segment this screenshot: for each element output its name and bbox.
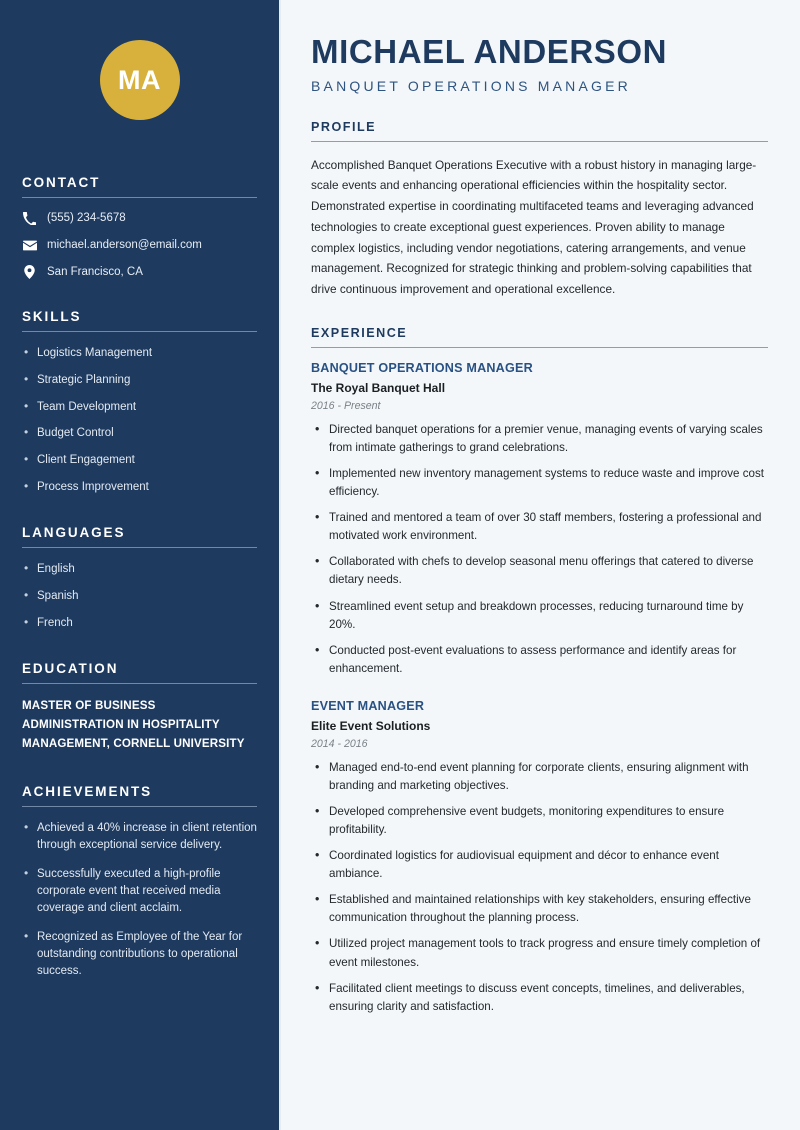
list-item: • Successfully executed a high-profile corporate event that received media coverage and client acclaim. — [22, 866, 257, 917]
experience-heading: EXPERIENCE — [311, 325, 408, 340]
achievements-section — [22, 784, 257, 980]
experience-job-title: EVENT MANAGER — [311, 698, 425, 713]
list-item: • Facilitated client meetings to discuss event concepts, timelines, and deliverables, ensuring clarity and satisfaction. — [311, 980, 768, 1016]
list-item: • French — [22, 615, 257, 631]
list-item: • Budget Control — [22, 425, 257, 441]
list-item: • Recognized as Employee of the Year for outstanding contributions to operational success. — [22, 929, 257, 980]
experience-entry — [311, 361, 768, 678]
profile-divider — [311, 141, 768, 142]
list-item: • Utilized project management tools to track progress and ensure timely completion of event milestones. — [311, 935, 768, 971]
experience-company: The Royal Banquet Hall — [311, 380, 446, 395]
main-column — [279, 0, 800, 1130]
email-value: michael.anderson@email.com — [47, 239, 202, 251]
experience-bullets — [311, 759, 768, 1016]
education-section — [22, 661, 257, 753]
languages-heading: LANGUAGES — [22, 525, 126, 541]
languages-section — [22, 525, 257, 631]
list-item: • English — [22, 561, 257, 577]
contact-item-phone[interactable] — [22, 211, 257, 225]
list-item: • Spanish — [22, 588, 257, 604]
list-item: • Achieved a 40% increase in client retention through exceptional service delivery. — [22, 820, 257, 854]
list-item: • Conducted post-event evaluations to assess performance and identify areas for enhancement. — [311, 642, 768, 678]
list-item: • Logistics Management — [22, 345, 257, 361]
list-item: • Strategic Planning — [22, 372, 257, 388]
list-item: • Managed end-to-end event planning for corporate clients, ensuring alignment with branding and marketing objectives. — [311, 759, 768, 795]
contact-item-email[interactable] — [22, 238, 257, 252]
list-item: • Process Improvement — [22, 479, 257, 495]
experience-dates: 2014 - 2016 — [311, 737, 368, 750]
experience-bullets — [311, 421, 768, 678]
skills-divider — [22, 331, 257, 332]
education-heading: EDUCATION — [22, 661, 119, 677]
experience-dates: 2016 - Present — [311, 399, 381, 412]
list-item: • Team Development — [22, 399, 257, 415]
sidebar — [0, 0, 279, 1130]
achievements-list — [22, 820, 257, 980]
contact-item-location[interactable] — [22, 265, 257, 279]
list-item: • Implemented new inventory management systems to reduce waste and improve cost efficiency. — [311, 465, 768, 501]
skills-section — [22, 309, 257, 495]
list-item: • Client Engagement — [22, 452, 257, 468]
list-item: • Developed comprehensive event budgets, monitoring expenditures to ensure profitability. — [311, 803, 768, 839]
list-item: • Collaborated with chefs to develop seasonal menu offerings that catered to diverse dietary needs. — [311, 553, 768, 589]
experience-job-title: BANQUET OPERATIONS MANAGER — [311, 360, 533, 375]
envelope-icon — [22, 238, 37, 252]
list-item: • Trained and mentored a team of over 30 staff members, fostering a professional and motivated work environment. — [311, 509, 768, 545]
avatar — [100, 40, 180, 120]
contact-divider — [22, 197, 257, 198]
languages-list — [22, 561, 257, 631]
experience-divider — [311, 347, 768, 348]
location-pin-icon — [22, 265, 37, 279]
phone-value: (555) 234-5678 — [47, 212, 126, 224]
experience-company: Elite Event Solutions — [311, 718, 431, 733]
profile-heading: PROFILE — [311, 119, 377, 134]
list-item: • Directed banquet operations for a premier venue, managing events of varying scales from intimate gatherings to grand celebrations. — [311, 421, 768, 457]
experience-entry — [311, 699, 768, 1016]
list-item: • Streamlined event setup and breakdown processes, reducing turnaround time by 20%. — [311, 598, 768, 634]
job-role-subtitle: BANQUET OPERATIONS MANAGER — [311, 77, 631, 94]
avatar-container — [22, 0, 257, 130]
list-item: • Established and maintained relationships with key stakeholders, ensuring effective communication throughout the planning process. — [311, 891, 768, 927]
profile-text: Accomplished Banquet Operations Executive with a robust history in managing large-scale events and enhancing operational efficiencies within the hospitality sector. Demonstrated expertise in coordinating multifaceted teams and leveraging advanced technologies to create exceptional guest experiences. Proven ability to manage complex logistics, including vendor negotiations, catering arrangements, and venue management. Recognized for strategic thinking and problem-solving capabilities that drive continuous improvement and operational excellence. — [311, 157, 757, 297]
contact-section — [22, 175, 257, 279]
experience-section — [311, 326, 768, 1016]
page-title: MICHAEL ANDERSON — [311, 33, 668, 70]
achievements-heading: ACHIEVEMENTS — [22, 783, 153, 799]
skills-heading: SKILLS — [22, 309, 82, 324]
education-degree: MASTER OF BUSINESS ADMINISTRATION IN HOSPITALITY MANAGEMENT, CORNELL UNIVERSITY — [22, 699, 245, 751]
contact-heading: CONTACT — [22, 175, 101, 190]
list-item: • Coordinated logistics for audiovisual equipment and décor to enhance event ambiance. — [311, 847, 768, 883]
phone-icon — [22, 211, 37, 225]
skills-list — [22, 345, 257, 495]
profile-section — [311, 120, 768, 300]
avatar-initials: MA — [118, 64, 161, 95]
achievements-divider — [22, 806, 257, 807]
education-divider — [22, 683, 257, 684]
location-value: San Francisco, CA — [47, 266, 143, 278]
languages-divider — [22, 547, 257, 548]
